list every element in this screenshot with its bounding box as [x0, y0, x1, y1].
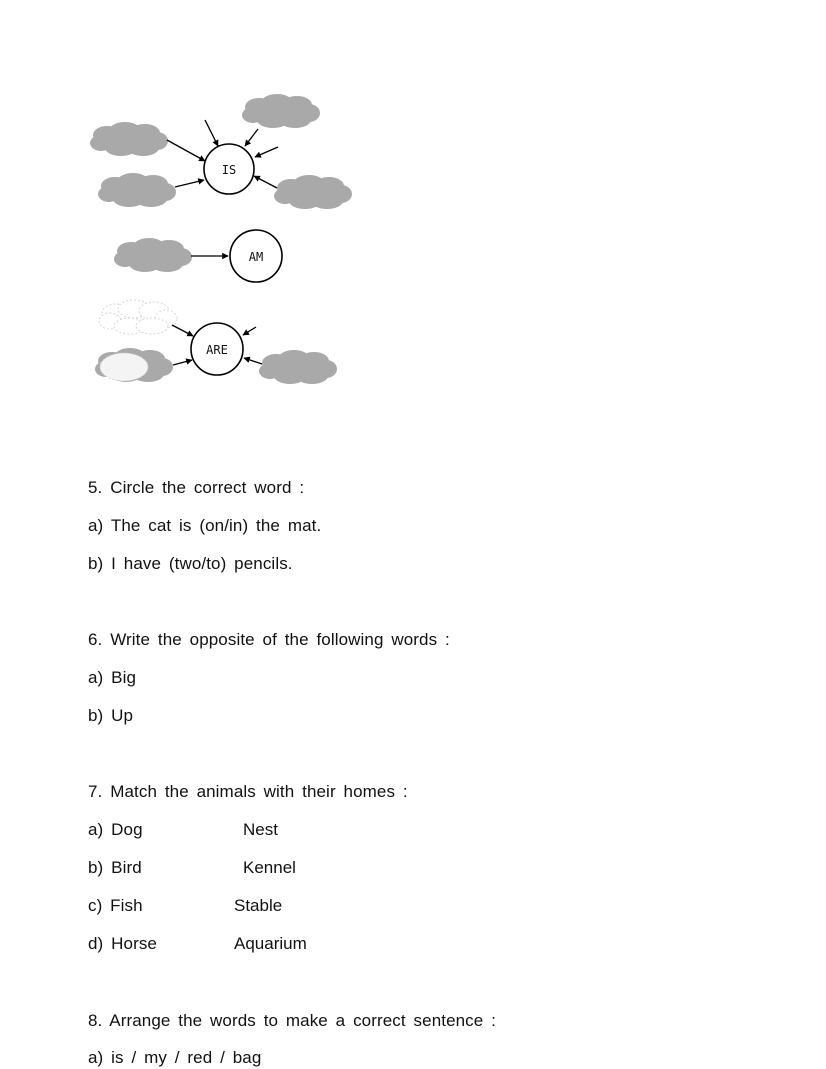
node-label: IS — [221, 163, 237, 177]
match-right-item: Nest — [243, 820, 278, 839]
question-8-item-a: a) is / my / red / bag — [88, 1048, 262, 1067]
node-am — [230, 230, 282, 282]
match-right-item: Aquarium — [234, 934, 307, 953]
node-label: ARE — [206, 343, 228, 357]
question-6-item-b: b) Up — [88, 706, 134, 725]
blank-cloud — [114, 238, 192, 272]
blank-cloud — [259, 350, 337, 384]
faint-cloud — [100, 353, 148, 381]
blank-cloud — [90, 122, 168, 156]
match-left-item: c) Fish — [88, 896, 143, 915]
word-web-diagram — [0, 0, 826, 420]
question-5-item-b: b) I have (two/to) pencils. — [88, 554, 293, 573]
blank-cloud — [98, 173, 176, 207]
match-right-item: Stable — [234, 896, 283, 915]
question-6-heading: 6. Write the opposite of the following words : — [88, 630, 450, 649]
blank-cloud — [242, 94, 320, 128]
node-is — [204, 144, 254, 194]
match-left-item: a) Dog — [88, 820, 143, 839]
node-label: AM — [248, 250, 264, 264]
question-5-heading: 5. Circle the correct word : — [88, 478, 305, 497]
node-are — [191, 323, 243, 375]
question-8-heading: 8. Arrange the words to make a correct sentence : — [88, 1011, 496, 1030]
question-7-heading: 7. Match the animals with their homes : — [88, 782, 408, 801]
blank-cloud — [274, 175, 352, 209]
match-left-item: d) Horse — [88, 934, 157, 953]
question-6-item-a: a) Big — [88, 668, 137, 687]
question-5-item-a: a) The cat is (on/in) the mat. — [88, 516, 322, 535]
faint-cloud — [99, 300, 177, 334]
match-left-item: b) Bird — [88, 858, 142, 877]
match-right-item: Kennel — [243, 858, 296, 877]
